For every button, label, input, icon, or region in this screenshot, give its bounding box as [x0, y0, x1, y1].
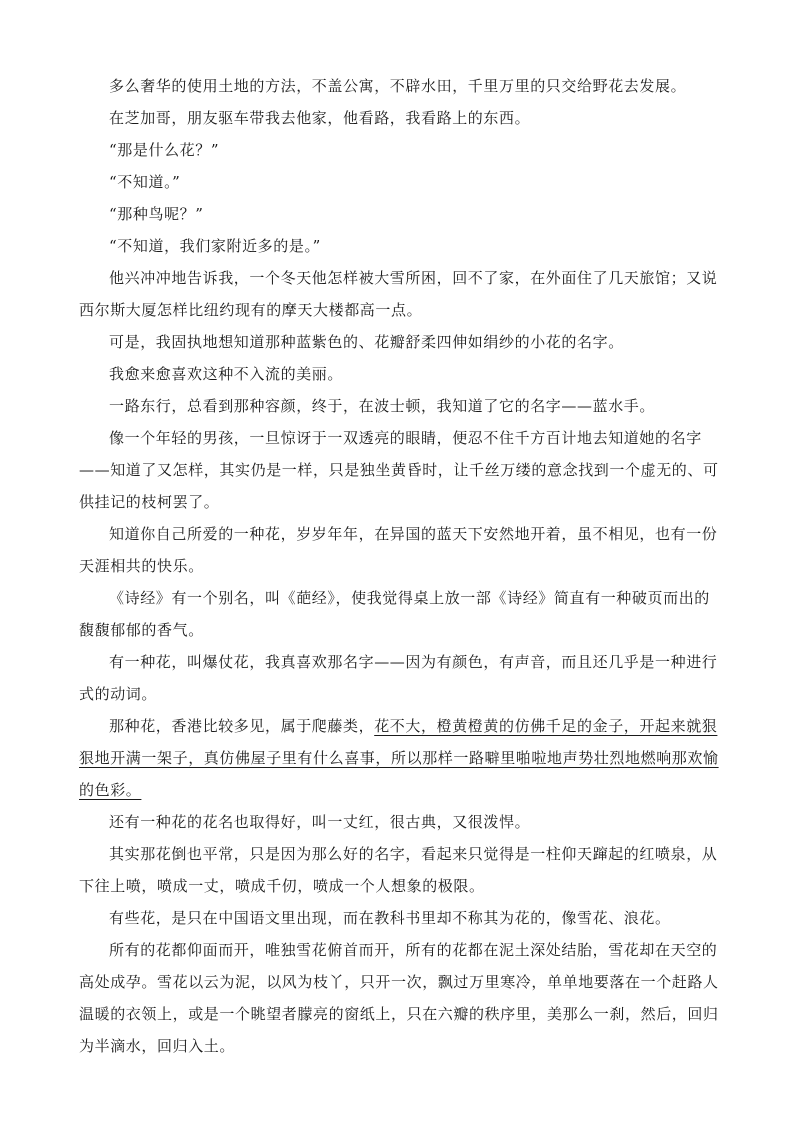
- paragraph-16: 还有一种花的花名也取得好，叫一丈红，很古典，又很泼悍。: [109, 813, 531, 831]
- paragraph-9: 我愈来愈喜欢这种不入流的美丽。: [109, 365, 344, 383]
- paragraph-11: 像一个年轻的男孩，一旦惊讶于一双透亮的眼睛，便忍不住千方百计地去知道她的名字——知道了又怎样，其实仍是一样，只是独坐黄昏时，让千丝万缕的意念找到一个虚无的、可供挂记的枝柯罢了。: [79, 429, 719, 511]
- paragraph-12: 知道你自己所爱的一种花，岁岁年年，在异国的蓝天下安然地开着，虽不相见，也有一份天涯相共的快乐。: [79, 525, 718, 575]
- dialogue-line-1: “那是什么花？”: [109, 141, 220, 159]
- paragraph-2: 在芝加哥，朋友驱车带我去他家，他看路，我看路上的东西。: [109, 109, 531, 127]
- paragraph-1: 多么奢华的使用土地的方法，不盖公寓，不辟水田，千里万里的只交给野花去发展。: [109, 77, 687, 95]
- paragraph-14: 有一种花，叫爆仗花，我真喜欢那名字——因为有颜色，有声音，而且还几乎是一种进行式的动词。: [79, 653, 718, 703]
- paragraph-19: 所有的花都仰面而开，唯独雪花俯首而开，所有的花都在泥土深处结胎，雪花却在天空的高处成孕。雪花以云为泥，以风为枝丫，只开一次，飘过万里寒冷，单单地要落在一个赶路人温暖的衣领上，或是一个眺望者朦亮的窗纸上，只在六瓣的秩序里，美那么一刹，然后，回归为半滴水，回归入土。: [79, 941, 719, 1055]
- dialogue-line-4: “不知道，我们家附近多的是。”: [109, 237, 321, 255]
- paragraph-15: [79, 710, 719, 806]
- paragraph-17: 其实那花倒也平常，只是因为那么好的名字，看起来只觉得是一柱仰天蹿起的红喷泉，从下往上喷，喷成一丈，喷成千仞，喷成一个人想象的极限。: [79, 845, 718, 895]
- article-body: [79, 70, 719, 1062]
- paragraph-13: 《诗经》有一个别名，叫《葩经》，使我觉得桌上放一部《诗经》简直有一种破页而出的馥馥郁郁的香气。: [79, 589, 710, 639]
- paragraph-8: 可是，我固执地想知道那种蓝紫色的、花瓣舒柔四伸如绢纱的小花的名字。: [109, 333, 624, 351]
- underlined-passage: 花不大，橙黄橙黄的仿佛千足的金子，开起来就狠狠地开满一架子，真仿佛屋子里有什么喜事，所以那样一路噼里啪啦地声势壮烈地燃响那欢愉的色彩。: [79, 717, 719, 799]
- paragraph-7: 他兴冲冲地告诉我，一个冬天他怎样被大雪所困，回不了家，在外面住了几天旅馆；又说西尔斯大厦怎样比纽约现有的摩天大楼都高一点。: [79, 269, 718, 319]
- paragraph-10: 一路东行，总看到那种容颜，终于，在波士顿，我知道了它的名字——蓝水手。: [109, 397, 656, 415]
- dialogue-line-2: “不知道。”: [109, 173, 181, 191]
- paragraph-18: 有些花，是只在中国语文里出现，而在教科书里却不称其为花的，像雪花、浪花。: [109, 909, 671, 927]
- paragraph-15-plain: 那种花，香港比较多见，属于爬藤类，: [109, 717, 375, 735]
- dialogue-line-3: “那种鸟呢？”: [109, 205, 204, 223]
